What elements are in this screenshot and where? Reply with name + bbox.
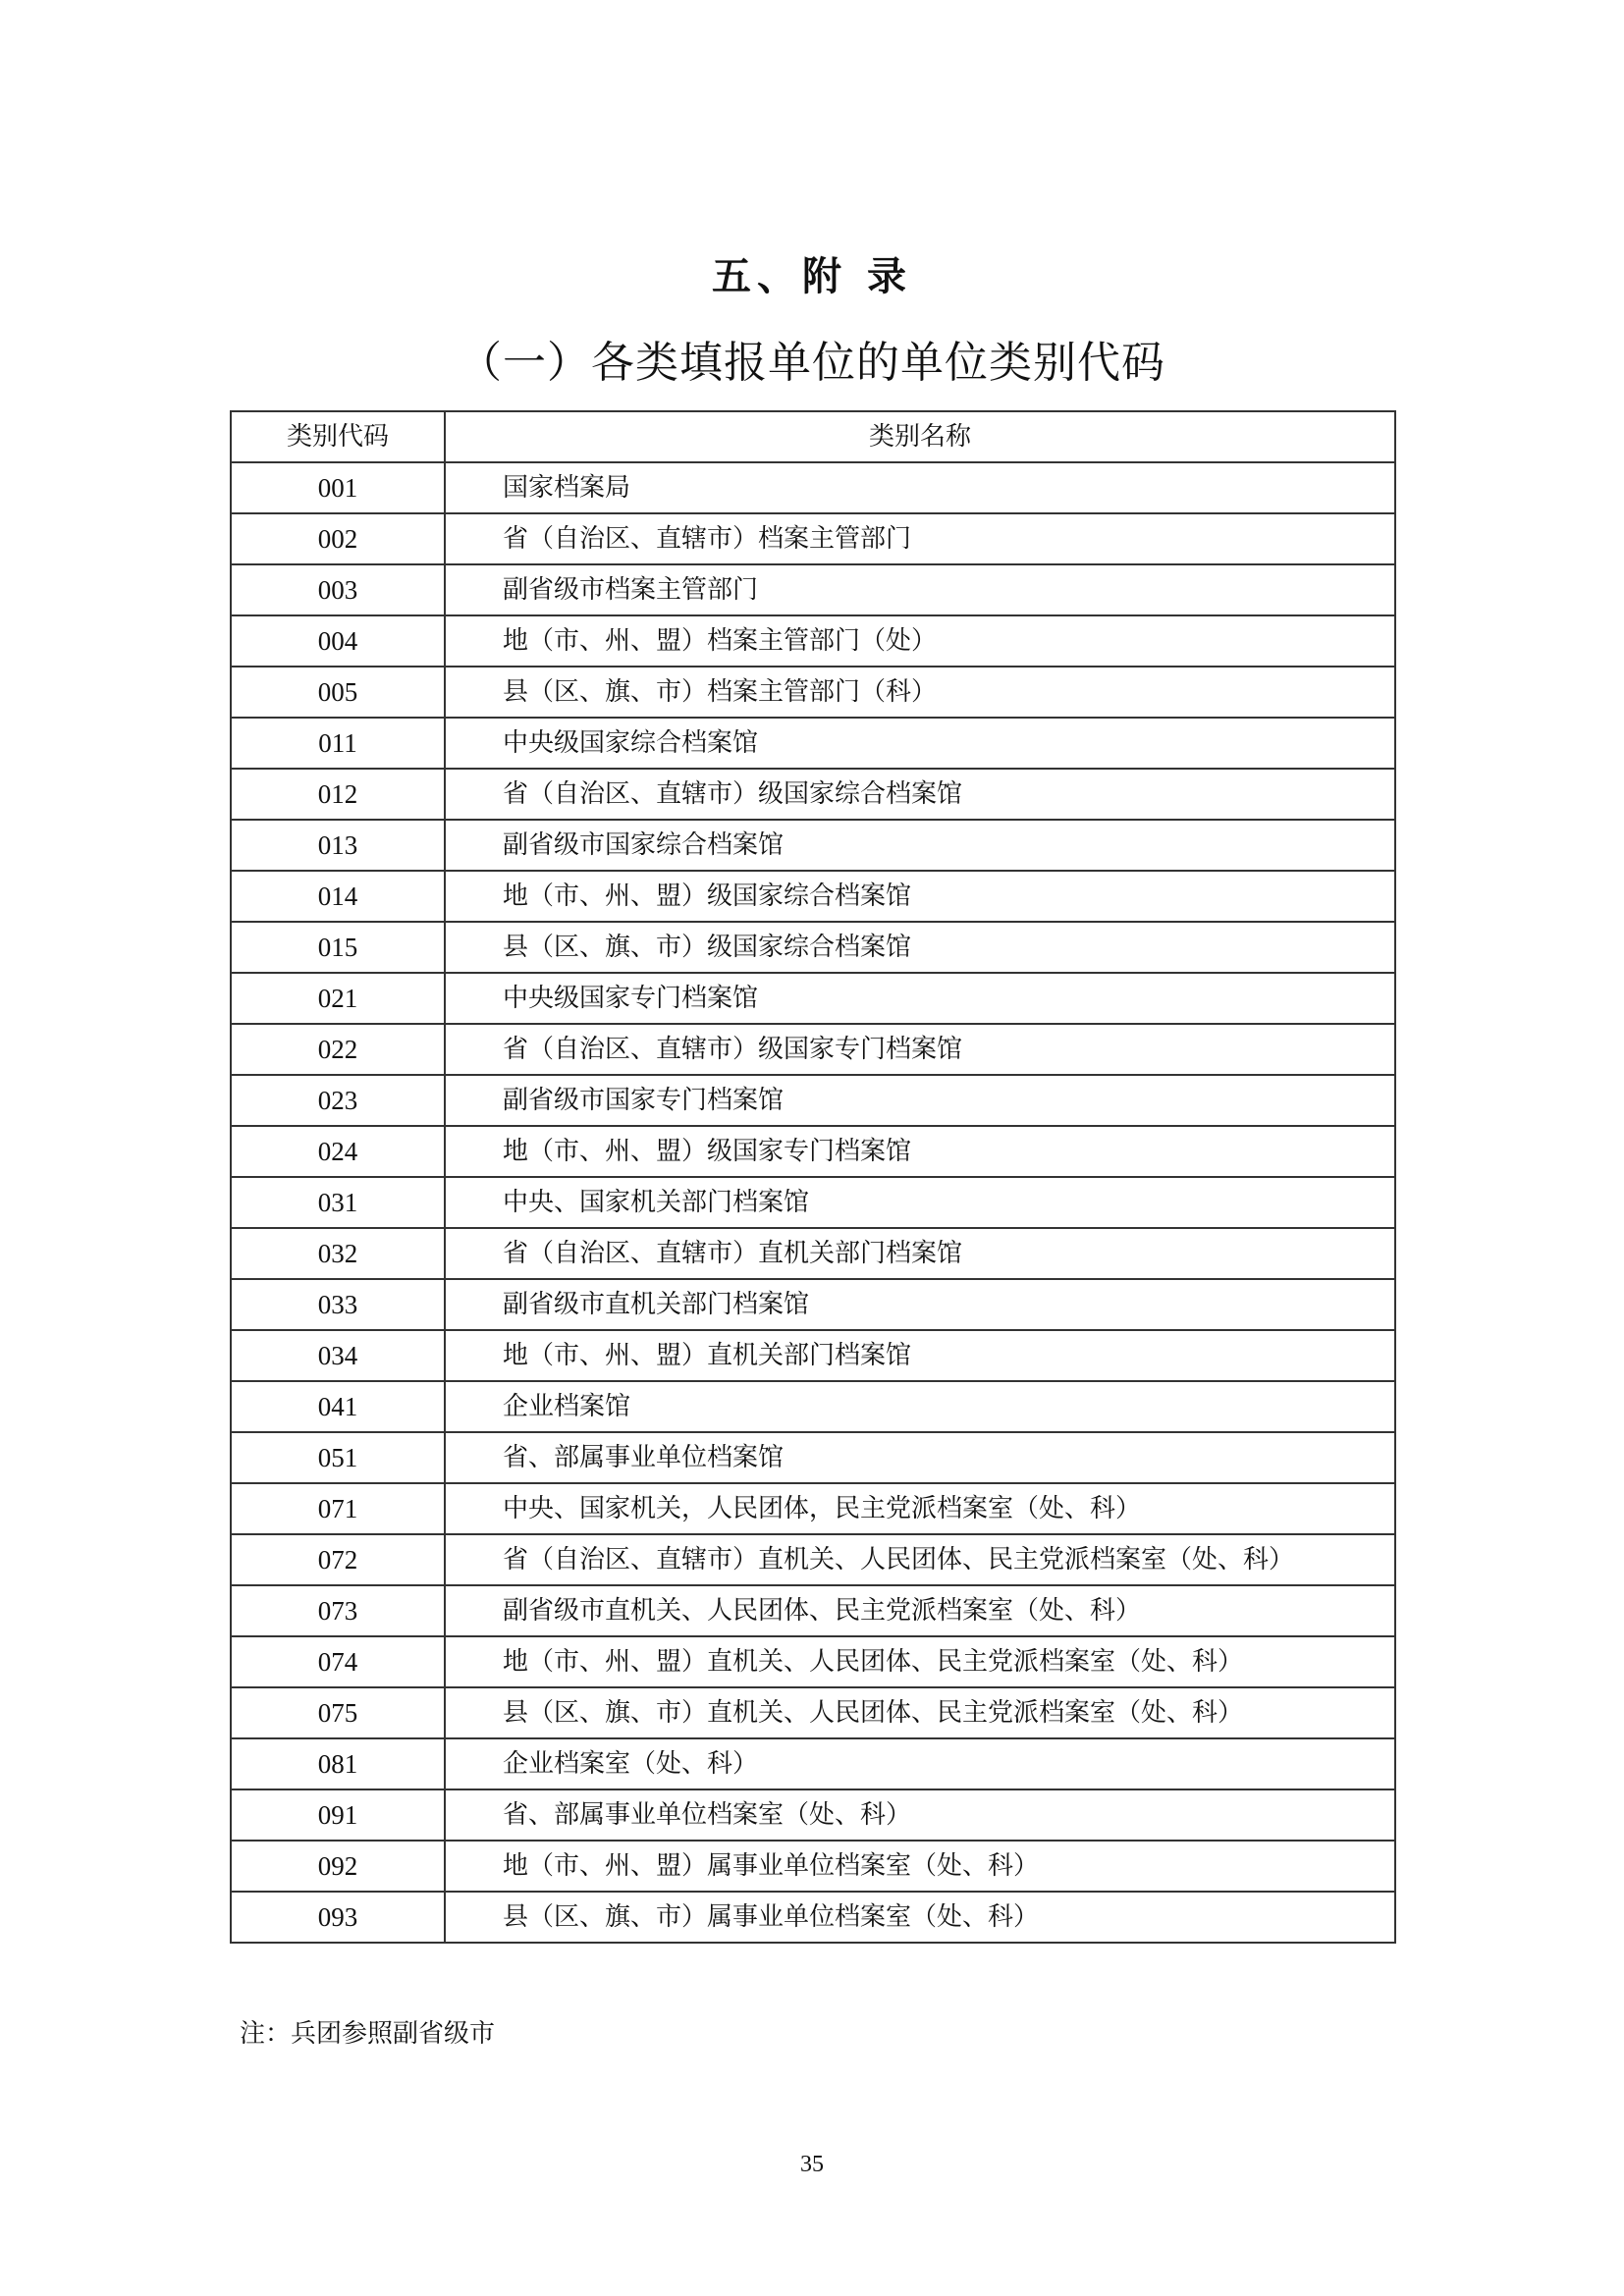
cell-name: 中央级国家综合档案馆 bbox=[445, 718, 1395, 769]
cell-code: 033 bbox=[231, 1279, 445, 1330]
cell-name: 省、部属事业单位档案室（处、科） bbox=[445, 1789, 1395, 1841]
cell-code: 022 bbox=[231, 1024, 445, 1075]
page-number: 35 bbox=[800, 2152, 824, 2177]
cell-code: 013 bbox=[231, 820, 445, 871]
table-row bbox=[231, 1330, 1395, 1381]
cell-name: 地（市、州、盟）档案主管部门（处） bbox=[445, 615, 1395, 667]
table-body bbox=[231, 462, 1395, 1943]
table-row bbox=[231, 1279, 1395, 1330]
cell-code: 041 bbox=[231, 1381, 445, 1432]
table-row bbox=[231, 922, 1395, 973]
header-code: 类别代码 bbox=[231, 411, 445, 462]
cell-name: 县（区、旗、市）属事业单位档案室（处、科） bbox=[445, 1892, 1395, 1943]
table-row bbox=[231, 1126, 1395, 1177]
table-row bbox=[231, 973, 1395, 1024]
cell-name: 中央、国家机关部门档案馆 bbox=[445, 1177, 1395, 1228]
table-row bbox=[231, 1432, 1395, 1483]
cell-name: 省（自治区、直辖市）级国家综合档案馆 bbox=[445, 769, 1395, 820]
category-code-table bbox=[230, 410, 1396, 1944]
cell-name: 中央级国家专门档案馆 bbox=[445, 973, 1395, 1024]
cell-code: 073 bbox=[231, 1585, 445, 1636]
cell-name: 副省级市国家综合档案馆 bbox=[445, 820, 1395, 871]
cell-name: 副省级市档案主管部门 bbox=[445, 564, 1395, 615]
header-name: 类别名称 bbox=[445, 411, 1395, 462]
table-row bbox=[231, 1687, 1395, 1738]
table-row bbox=[231, 1636, 1395, 1687]
cell-name: 企业档案室（处、科） bbox=[445, 1738, 1395, 1789]
cell-code: 014 bbox=[231, 871, 445, 922]
cell-code: 075 bbox=[231, 1687, 445, 1738]
table-row bbox=[231, 871, 1395, 922]
cell-code: 093 bbox=[231, 1892, 445, 1943]
cell-code: 092 bbox=[231, 1841, 445, 1892]
table-row bbox=[231, 667, 1395, 718]
cell-code: 002 bbox=[231, 513, 445, 564]
cell-code: 021 bbox=[231, 973, 445, 1024]
cell-name: 省（自治区、直辖市）直机关部门档案馆 bbox=[445, 1228, 1395, 1279]
cell-name: 省（自治区、直辖市）档案主管部门 bbox=[445, 513, 1395, 564]
main-title: 五、附 录 bbox=[712, 254, 912, 299]
cell-name: 副省级市直机关、人民团体、民主党派档案室（处、科） bbox=[445, 1585, 1395, 1636]
cell-code: 004 bbox=[231, 615, 445, 667]
cell-code: 011 bbox=[231, 718, 445, 769]
cell-code: 015 bbox=[231, 922, 445, 973]
cell-name: 省、部属事业单位档案馆 bbox=[445, 1432, 1395, 1483]
table-row bbox=[231, 820, 1395, 871]
table-row bbox=[231, 1075, 1395, 1126]
table-row bbox=[231, 1841, 1395, 1892]
cell-name: 中央、国家机关，人民团体，民主党派档案室（处、科） bbox=[445, 1483, 1395, 1534]
table-row bbox=[231, 513, 1395, 564]
cell-code: 072 bbox=[231, 1534, 445, 1585]
table-row bbox=[231, 1177, 1395, 1228]
table-row bbox=[231, 1738, 1395, 1789]
cell-name: 地（市、州、盟）属事业单位档案室（处、科） bbox=[445, 1841, 1395, 1892]
table-row bbox=[231, 615, 1395, 667]
cell-code: 023 bbox=[231, 1075, 445, 1126]
cell-code: 024 bbox=[231, 1126, 445, 1177]
table-row bbox=[231, 1585, 1395, 1636]
cell-code: 003 bbox=[231, 564, 445, 615]
cell-name: 国家档案局 bbox=[445, 462, 1395, 513]
cell-code: 051 bbox=[231, 1432, 445, 1483]
cell-code: 012 bbox=[231, 769, 445, 820]
cell-name: 地（市、州、盟）级国家专门档案馆 bbox=[445, 1126, 1395, 1177]
cell-name: 省（自治区、直辖市）级国家专门档案馆 bbox=[445, 1024, 1395, 1075]
cell-name: 省（自治区、直辖市）直机关、人民团体、民主党派档案室（处、科） bbox=[445, 1534, 1395, 1585]
cell-code: 071 bbox=[231, 1483, 445, 1534]
cell-name: 地（市、州、盟）级国家综合档案馆 bbox=[445, 871, 1395, 922]
table-header-row bbox=[231, 411, 1395, 462]
cell-code: 032 bbox=[231, 1228, 445, 1279]
sub-title: （一）各类填报单位的单位类别代码 bbox=[459, 338, 1165, 388]
cell-name: 副省级市直机关部门档案馆 bbox=[445, 1279, 1395, 1330]
table-row bbox=[231, 1381, 1395, 1432]
table-row bbox=[231, 718, 1395, 769]
cell-code: 001 bbox=[231, 462, 445, 513]
cell-name: 县（区、旗、市）直机关、人民团体、民主党派档案室（处、科） bbox=[445, 1687, 1395, 1738]
table-row bbox=[231, 1534, 1395, 1585]
table-row bbox=[231, 1892, 1395, 1943]
cell-code: 031 bbox=[231, 1177, 445, 1228]
cell-code: 005 bbox=[231, 667, 445, 718]
table-row bbox=[231, 1024, 1395, 1075]
cell-name: 县（区、旗、市）级国家综合档案馆 bbox=[445, 922, 1395, 973]
table-row bbox=[231, 1483, 1395, 1534]
table-note: 注：兵团参照副省级市 bbox=[240, 2019, 496, 2049]
cell-name: 地（市、州、盟）直机关部门档案馆 bbox=[445, 1330, 1395, 1381]
cell-code: 091 bbox=[231, 1789, 445, 1841]
cell-code: 074 bbox=[231, 1636, 445, 1687]
cell-code: 081 bbox=[231, 1738, 445, 1789]
table-row bbox=[231, 564, 1395, 615]
cell-name: 地（市、州、盟）直机关、人民团体、民主党派档案室（处、科） bbox=[445, 1636, 1395, 1687]
cell-name: 企业档案馆 bbox=[445, 1381, 1395, 1432]
table-row bbox=[231, 769, 1395, 820]
cell-name: 县（区、旗、市）档案主管部门（科） bbox=[445, 667, 1395, 718]
cell-name: 副省级市国家专门档案馆 bbox=[445, 1075, 1395, 1126]
table-row bbox=[231, 1228, 1395, 1279]
table-row bbox=[231, 1789, 1395, 1841]
table-row bbox=[231, 462, 1395, 513]
cell-code: 034 bbox=[231, 1330, 445, 1381]
